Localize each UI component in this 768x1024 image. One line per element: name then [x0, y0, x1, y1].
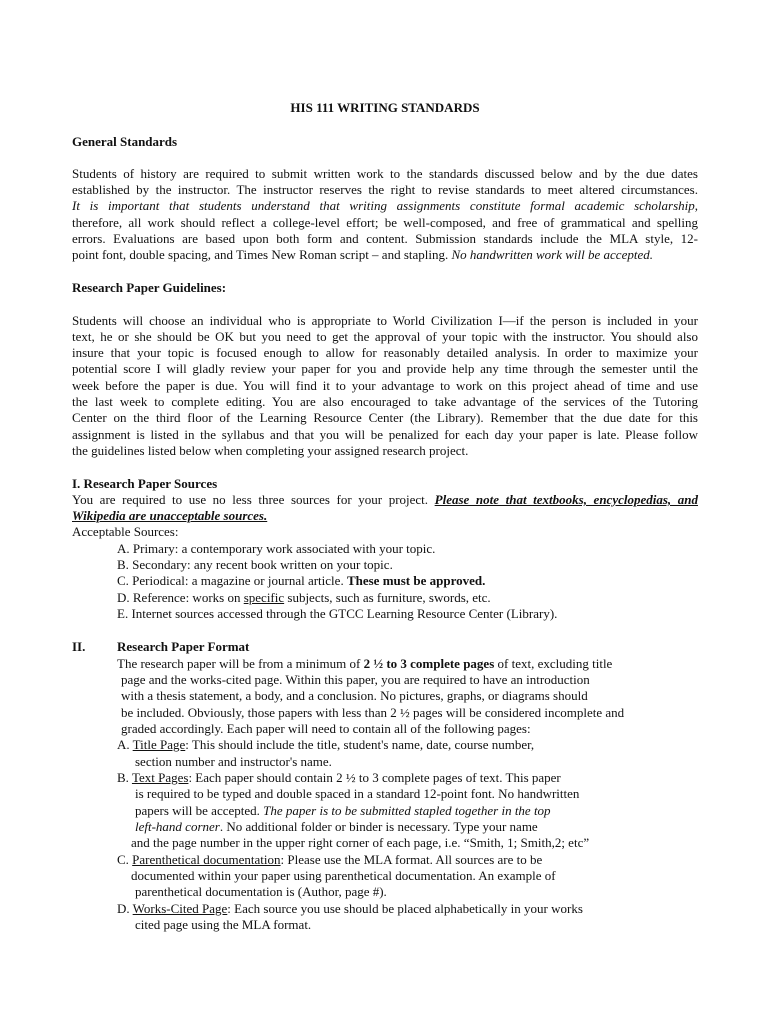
format-line-5: graded accordingly. Each paper will need to contain all of the following pages: [121, 721, 531, 736]
text-pages-line-3-text: papers will be accepted. [135, 803, 264, 818]
parenthetical-line-2: documented within your paper using parenthetical documentation. An example of [131, 868, 556, 883]
text-pages-line-4-italic: left-hand corner [135, 819, 220, 834]
title-page-line-2: section number and instructor's name. [135, 754, 332, 769]
title-page-label: Title Page [132, 737, 186, 752]
general-line-3-italic: It is important that students understand that writing assignments constitute formal academic scholarship [72, 198, 695, 213]
research-line-9: the guidelines listed below when completing your assigned research project. [72, 443, 469, 458]
source-item-secondary: B. Secondary: any recent book written on your topic. [117, 557, 393, 572]
format-line-1-post: of text, excluding title [494, 656, 613, 671]
research-line-4: potential score I will gladly review your paper for you and provide help any time through the semester until the [72, 361, 698, 376]
format-numeral: II. [72, 639, 86, 654]
acceptable-sources-label: Acceptable Sources: [72, 524, 179, 539]
research-guidelines-heading: Research Paper Guidelines: [72, 280, 227, 295]
works-cited-text: : Each source you use should be placed alphabetically in your works [227, 901, 583, 916]
format-item-text-pages [117, 770, 717, 786]
format-line-3: with a thesis statement, a body, and a conclusion. No pictures, graphs, or diagrams should [121, 688, 588, 703]
format-item-works-cited [117, 901, 717, 917]
format-letter-d: D. [117, 901, 133, 916]
sources-heading: I. Research Paper Sources [72, 476, 218, 491]
source-item-periodical-text: C. Periodical: a magazine or journal article. [117, 573, 347, 588]
format-item-parenthetical [117, 852, 717, 868]
format-line-1 [117, 656, 717, 672]
text-pages-line-3 [135, 803, 717, 819]
general-line-3-tail: , [694, 198, 698, 213]
format-line-2: page and the works-cited page. Within this paper, you are required to have an introduction [121, 672, 590, 687]
sources-note-2: Wikipedia are unacceptable sources. [72, 508, 268, 523]
sources-note-1: Please note that textbooks, encyclopedias, and [434, 492, 698, 507]
parenthetical-text: : Please use the MLA format. All sources are to be [280, 852, 543, 867]
text-pages-line-2: is required to be typed and double spaced in a standard 12-point font. No handwritten [135, 786, 580, 801]
format-heading: Research Paper Format [117, 639, 250, 654]
general-standards-heading: General Standards [72, 134, 178, 149]
source-item-reference-pre: D. Reference: works on [117, 590, 244, 605]
works-cited-label: Works-Cited Page [132, 901, 228, 916]
source-item-reference [117, 590, 717, 606]
general-line-6-text: point font, double spacing, and Times New Roman script – and stapling. [72, 247, 452, 262]
works-cited-line-2: cited page using the MLA format. [135, 917, 312, 932]
general-line-4: therefore, all work should reflect a college-level effort; be well-composed, and free of grammatical and spelling [72, 215, 698, 230]
research-line-6: the last week to complete editing. You are also encouraged to take advantage of the services of the Tutoring [72, 394, 698, 409]
format-item-title-page [117, 737, 717, 753]
general-line-6 [72, 247, 698, 263]
format-line-1-pre: The research paper will be from a minimum of [117, 656, 364, 671]
research-line-3: insure that your topic is focused enough to allow for reasonably detailed analysis. In order to maximize your [72, 345, 698, 360]
general-line-5: errors. Evaluations are based upon both form and content. Submission standards include the MLA style, 12- [72, 231, 698, 246]
format-line-1-bold: 2 ½ to 3 complete pages [363, 656, 495, 671]
sources-note-line-2 [72, 508, 698, 524]
text-pages-line-5: and the page number in the upper right corner of each page, i.e. “Smith, 1; Smith,2; etc” [131, 835, 590, 850]
parenthetical-line-3: parenthetical documentation is (Author, page #). [135, 884, 387, 899]
source-item-primary: A. Primary: a contemporary work associated with your topic. [117, 541, 436, 556]
general-line-1: Students of history are required to submit written work to the standards discussed below and by the due dates [72, 166, 698, 181]
text-pages-line-3-italic: The paper is to be submitted stapled together in the top [263, 803, 551, 818]
research-line-2: text, he or she should be OK but you need to get the approval of your topic with the instructor. You should also [72, 329, 698, 344]
research-line-1: Students will choose an individual who is appropriate to World Civilization I—if the person is included in your [72, 313, 698, 328]
source-item-internet: E. Internet sources accessed through the GTCC Learning Resource Center (Library). [117, 606, 558, 621]
general-line-3 [72, 198, 698, 214]
document-title: HIS 111 WRITING STANDARDS [290, 100, 480, 115]
general-line-6-italic: No handwritten work will be accepted. [451, 247, 653, 262]
research-line-8: assignment is listed in the syllabus and that you will be penalized for each day your paper is late. Please follow [72, 427, 698, 442]
source-item-reference-post: subjects, such as furniture, swords, etc. [284, 590, 491, 605]
text-pages-text: : Each paper should contain 2 ½ to 3 complete pages of text. This paper [188, 770, 561, 785]
title-page-text: : This should include the title, student's name, date, course number, [185, 737, 535, 752]
general-line-2: established by the instructor. The instructor reserves the right to revise standards to meet altered circumstances. [72, 182, 698, 197]
research-line-7: Center on the third floor of the Learning Resource Center (the Library). Remember that the due date for this [72, 410, 698, 425]
format-letter-b: B. [117, 770, 132, 785]
sources-intro: You are required to use no less three sources for your project. [72, 492, 435, 507]
sources-intro-line [72, 492, 698, 508]
text-pages-label: Text Pages [131, 770, 189, 785]
parenthetical-label: Parenthetical documentation [132, 852, 281, 867]
text-pages-line-4-text: . No additional folder or binder is necessary. Type your name [219, 819, 538, 834]
source-item-periodical [117, 573, 717, 589]
source-item-reference-underlined: specific [243, 590, 285, 605]
format-letter-a: A. [117, 737, 133, 752]
text-pages-line-4 [135, 819, 717, 835]
source-item-periodical-bold: These must be approved. [346, 573, 486, 588]
format-letter-c: C. [117, 852, 133, 867]
format-line-4: be included. Obviously, those papers with less than 2 ½ pages will be considered incomplete and [121, 705, 625, 720]
research-line-5: week before the paper is due. You will find it to your advantage to work on this project ahead of time and use [72, 378, 698, 393]
